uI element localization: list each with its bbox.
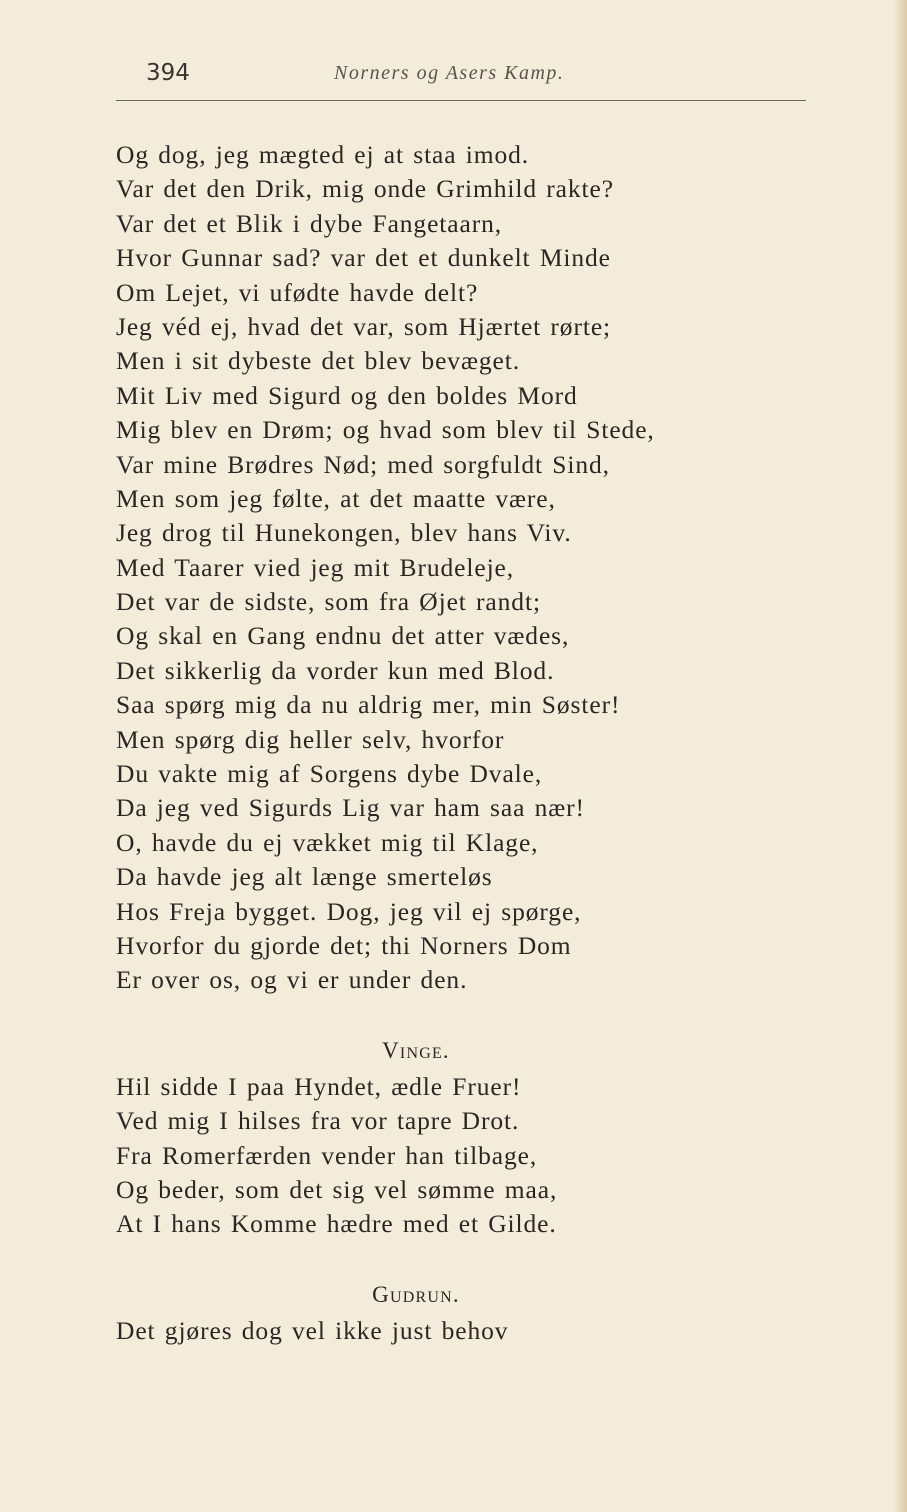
verse-line: Jeg drog til Hunekongen, blev hans Viv.: [116, 518, 572, 548]
verse-line: Mit Liv med Sigurd og den boldes Mord: [116, 380, 578, 410]
verse-line: Hos Freja bygget. Dog, jeg vil ej spørge,: [116, 896, 582, 926]
verse-line: Hvor Gunnar sad? var det et dunkelt Minde: [116, 243, 611, 273]
speaker-heading-gudrun: Gudrun.: [372, 1281, 460, 1307]
verse-line: Med Taarer vied jeg mit Brudeleje,: [116, 552, 515, 582]
page-edge: [893, 0, 907, 1512]
stanza-1: [116, 138, 816, 998]
verse-line: Jeg véd ej, hvad det var, som Hjærtet rørte;: [116, 311, 612, 341]
header-rule: [116, 100, 806, 101]
verse-line: Men i sit dybeste det blev bevæget.: [116, 346, 520, 376]
stanza-2: [116, 1070, 816, 1242]
verse-line: Fra Romerfærden vender han tilbage,: [116, 1140, 538, 1170]
verse-line: Hvorfor du gjorde det; thi Norners Dom: [116, 930, 572, 960]
verse-line: At I hans Komme hædre med et Gilde.: [116, 1209, 557, 1239]
verse-line: Mig blev en Drøm; og hvad som blev til Stede,: [116, 415, 655, 445]
verse-line: Det sikkerlig da vorder kun med Blod.: [116, 655, 555, 685]
stanza-3: [116, 1314, 816, 1348]
verse-line: Og beder, som det sig vel sømme maa,: [116, 1174, 558, 1204]
verse-line: Om Lejet, vi ufødte havde delt?: [116, 277, 479, 307]
verse-line: Da havde jeg alt længe smerteløs: [116, 862, 493, 892]
page-number: 394: [146, 60, 190, 86]
speaker-heading-vinge: Vinge.: [382, 1037, 450, 1063]
verse-line: Det gjøres dog vel ikke just behov: [116, 1315, 509, 1345]
stanza-gap: [116, 1242, 816, 1278]
verse-line: Saa spørg mig da nu aldrig mer, min Søster!: [116, 690, 621, 720]
verse-line: O, havde du ej vækket mig til Klage,: [116, 827, 539, 857]
verse-line: Og dog, jeg mægted ej at staa imod.: [116, 140, 530, 169]
verse-line: Da jeg ved Sigurds Lig var ham saa nær!: [116, 793, 585, 823]
verse-line: Ved mig I hilses fra vor tapre Drot.: [116, 1106, 520, 1136]
page-header: [0, 58, 907, 98]
verse-line: Var det et Blik i dybe Fangetaarn,: [116, 208, 503, 238]
stanza-gap: [116, 998, 816, 1034]
verse-line: Hil sidde I paa Hyndet, ædle Fruer!: [116, 1071, 522, 1101]
verse-line: Men spørg dig heller selv, hvorfor: [116, 724, 505, 754]
verse-text: [116, 138, 816, 1348]
verse-line: Du vakte mig af Sorgens dybe Dvale,: [116, 759, 543, 789]
verse-line: Var mine Brødres Nød; med sorgfuldt Sind,: [116, 449, 610, 479]
verse-line: Og skal en Gang endnu det atter vædes,: [116, 621, 570, 651]
verse-line: Var det den Drik, mig onde Grimhild rakte?: [116, 174, 614, 204]
verse-line: Er over os, og vi er under den.: [116, 965, 468, 995]
verse-line: Det var de sidste, som fra Øjet randt;: [116, 587, 541, 617]
verse-line: Men som jeg følte, at det maatte være,: [116, 483, 556, 513]
running-title: Norners og Asers Kamp.: [334, 62, 565, 84]
